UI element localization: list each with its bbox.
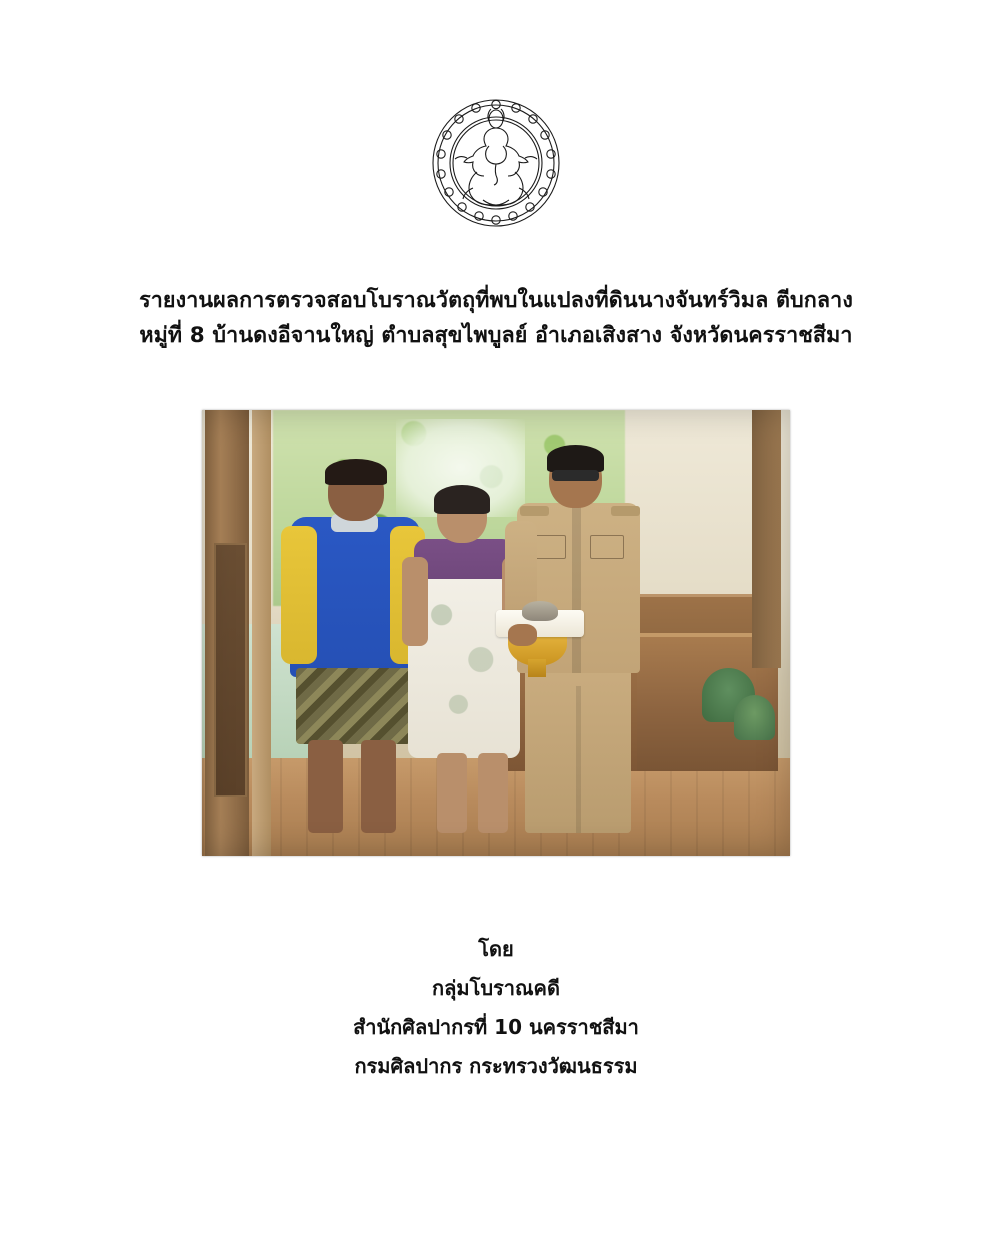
cover-photograph bbox=[202, 410, 790, 856]
credit-department: กรมศิลปากร กระทรวงวัฒนธรรม bbox=[354, 1053, 638, 1078]
photo-person-3-hand bbox=[508, 624, 537, 646]
photo-person-3-pocket-right bbox=[590, 535, 624, 559]
title-line-1: รายงานผลการตรวจสอบโบราณวัตถุที่พบในแปลงที่ดินนางจันทร์วิมล ตีบกลาง bbox=[139, 288, 853, 313]
document-title bbox=[116, 284, 876, 354]
photo-person-3-epaulette-left bbox=[520, 506, 549, 517]
photo-person-2-arm-left bbox=[402, 557, 428, 646]
ganesha-seal-icon bbox=[421, 88, 571, 238]
photo-person-1-leg-right bbox=[361, 740, 396, 834]
photo-person-2-hair bbox=[434, 485, 490, 514]
photo-offering-tray-stem bbox=[528, 659, 546, 677]
photo-person-1-leg-left bbox=[308, 740, 343, 834]
photo-person-3-epaulette-right bbox=[611, 506, 640, 517]
credit-by: โดย bbox=[478, 936, 514, 961]
photo-person-3-placket bbox=[572, 503, 580, 672]
photo-post-right bbox=[752, 410, 781, 669]
photo-person-1-sleeve-left bbox=[281, 526, 316, 664]
photo-person-3-trouser-seam bbox=[576, 686, 581, 833]
photo-person-3-hair bbox=[547, 445, 605, 472]
photo-person-2-leg-right bbox=[478, 753, 507, 833]
credit-group: กลุ่มโบราณคดี bbox=[432, 975, 560, 1000]
photo-person-1-hair bbox=[325, 459, 387, 486]
document-credits bbox=[353, 930, 639, 1086]
photo-person-1-shorts bbox=[296, 668, 414, 744]
credit-office: สำนักศิลปากรที่ 10 นครราชสีมา bbox=[353, 1014, 639, 1039]
title-line-2: หมู่ที่ 8 บ้านดงอีจานใหญ่ ตำบลสุขไพบูลย์ อำเภอเสิงสาง จังหวัดนครราชสีมา bbox=[139, 322, 853, 348]
photo-door bbox=[214, 543, 247, 797]
sunglasses-icon bbox=[552, 470, 599, 482]
photo-artifact-object bbox=[522, 601, 557, 621]
photograph-content bbox=[202, 410, 790, 856]
photo-post-left-inner bbox=[252, 410, 271, 856]
photo-person-2-leg-left bbox=[437, 753, 466, 833]
photo-plant-pot-2 bbox=[734, 695, 775, 740]
